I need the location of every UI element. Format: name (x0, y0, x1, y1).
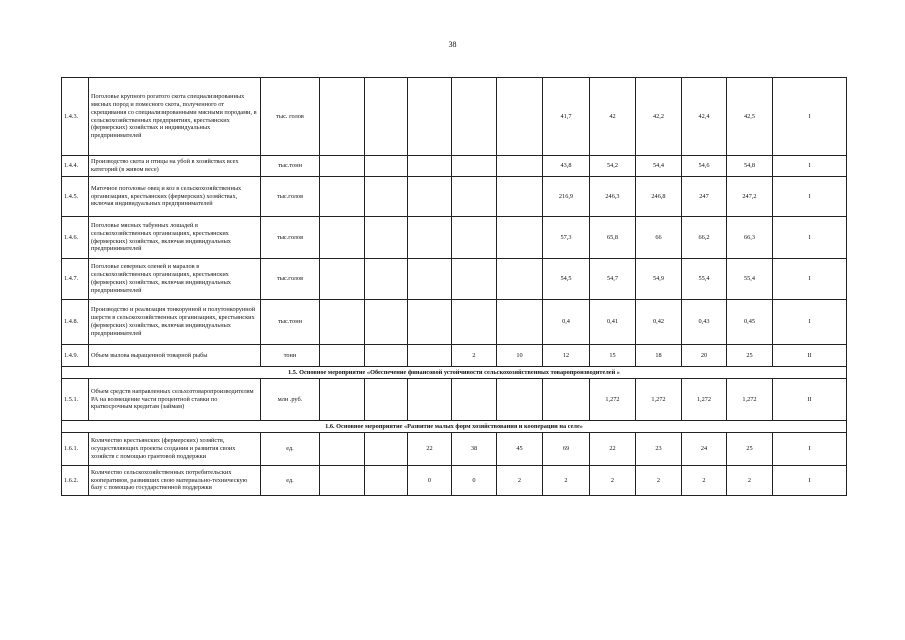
year-value-cell: 38 (452, 433, 497, 466)
stage-cell: I (773, 156, 847, 177)
year-value-cell: 54,7 (590, 259, 636, 300)
year-value-cell: 0,41 (590, 300, 636, 345)
year-value-cell: 0,42 (636, 300, 682, 345)
year-value-cell (408, 259, 452, 300)
year-value-cell (452, 300, 497, 345)
unit-of-measure: ед. (261, 433, 320, 466)
year-value-cell (452, 156, 497, 177)
year-value-cell: 25 (727, 433, 773, 466)
year-value-cell: 0 (452, 466, 497, 496)
unit-of-measure: тыс.голов (261, 177, 320, 217)
year-value-cell: 42 (590, 78, 636, 156)
stage-cell: I (773, 466, 847, 496)
unit-of-measure: тыс. голов (261, 78, 320, 156)
year-value-cell: 66,3 (727, 217, 773, 259)
indicator-name: Поголовье крупного рогатого скота специализированных мясных пород и помесного скота, полученного от скрещивания со специализированными мясными породами, в сельскохозяйственных предприятиях, крестьянских (фермерских) хозяйствах и индивидуальных предпринимателей (89, 78, 261, 156)
year-value-cell: 66 (636, 217, 682, 259)
year-value-cell: 18 (636, 345, 682, 367)
page-number: 38 (448, 40, 457, 49)
year-value-cell (408, 156, 452, 177)
year-value-cell: 57,3 (543, 217, 590, 259)
year-value-cell: 10 (497, 345, 543, 367)
year-value-cell: 20 (682, 345, 727, 367)
year-value-cell: 41,7 (543, 78, 590, 156)
year-value-cell: 66,2 (682, 217, 727, 259)
year-value-cell: 2 (590, 466, 636, 496)
row-number: 1.6.2. (62, 466, 89, 496)
year-value-cell: 1,272 (590, 379, 636, 421)
year-value-cell: 42,5 (727, 78, 773, 156)
row-number: 1.4.9. (62, 345, 89, 367)
stage-cell: II (773, 379, 847, 421)
row-number: 1.5.1. (62, 379, 89, 421)
year-value-cell (497, 177, 543, 217)
year-value-cell (408, 345, 452, 367)
stage-cell: I (773, 217, 847, 259)
table-row (62, 177, 847, 217)
year-value-cell: 2 (497, 466, 543, 496)
year-value-cell: 22 (590, 433, 636, 466)
year-value-cell: 24 (682, 433, 727, 466)
unit-of-measure: тонн (261, 345, 320, 367)
year-value-cell (497, 217, 543, 259)
stage-cell: I (773, 259, 847, 300)
indicators-table (61, 77, 847, 496)
unit-of-measure: тыс.тонн (261, 156, 320, 177)
row-number: 1.4.7. (62, 259, 89, 300)
unit-of-measure: тыс.тонн (261, 300, 320, 345)
table-row (62, 300, 847, 345)
section-header-row (62, 367, 847, 379)
table-row (62, 379, 847, 421)
year-value-cell (497, 259, 543, 300)
year-value-cell (365, 300, 408, 345)
year-value-cell (497, 78, 543, 156)
year-value-cell: 2 (682, 466, 727, 496)
table-row (62, 433, 847, 466)
year-value-cell: 216,9 (543, 177, 590, 217)
year-value-cell: 54,9 (636, 259, 682, 300)
year-value-cell (320, 156, 365, 177)
table-row (62, 217, 847, 259)
year-value-cell: 0,4 (543, 300, 590, 345)
year-value-cell: 2 (452, 345, 497, 367)
year-value-cell: 2 (636, 466, 682, 496)
year-value-cell: 54,6 (682, 156, 727, 177)
year-value-cell: 54,5 (543, 259, 590, 300)
year-value-cell (452, 217, 497, 259)
year-value-cell (365, 466, 408, 496)
stage-cell: II (773, 345, 847, 367)
year-value-cell: 25 (727, 345, 773, 367)
year-value-cell: 246,8 (636, 177, 682, 217)
year-value-cell: 22 (408, 433, 452, 466)
year-value-cell (543, 379, 590, 421)
year-value-cell (320, 379, 365, 421)
year-value-cell: 0,43 (682, 300, 727, 345)
year-value-cell: 42,4 (682, 78, 727, 156)
year-value-cell (320, 433, 365, 466)
year-value-cell: 54,4 (636, 156, 682, 177)
year-value-cell (497, 156, 543, 177)
year-value-cell (320, 466, 365, 496)
year-value-cell (408, 78, 452, 156)
indicator-name: Производство скота и птицы на убой в хозяйствах всех категорий (в живом весе) (89, 156, 261, 177)
year-value-cell: 69 (543, 433, 590, 466)
section-title: 1.5. Основное мероприятие «Обеспечение финансовой устойчивости сельскохозяйственных товаропроизводителей » (62, 367, 847, 379)
table-row (62, 345, 847, 367)
year-value-cell (452, 78, 497, 156)
section-header-row (62, 421, 847, 433)
year-value-cell: 0,45 (727, 300, 773, 345)
section-title: 1.6. Основное мероприятие «Развитие малых форм хозяйствования и кооперации на селе» (62, 421, 847, 433)
year-value-cell: 65,8 (590, 217, 636, 259)
row-number: 1.4.6. (62, 217, 89, 259)
row-number: 1.4.5. (62, 177, 89, 217)
indicator-name: Маточное поголовье овец и коз в сельскохозяйственных организациях, крестьянских (фермерских) хозяйствах, включая индивидуальных предпринимателей (89, 177, 261, 217)
year-value-cell (365, 217, 408, 259)
year-value-cell (408, 177, 452, 217)
indicator-name: Объем средств направленных сельхозтоваропроизводителям РА на возмещение части процентной ставки по краткосрочным кредитам (займам) (89, 379, 261, 421)
year-value-cell: 246,3 (590, 177, 636, 217)
year-value-cell: 12 (543, 345, 590, 367)
year-value-cell: 43,8 (543, 156, 590, 177)
year-value-cell (452, 177, 497, 217)
year-value-cell (320, 78, 365, 156)
table-row (62, 259, 847, 300)
year-value-cell: 55,4 (727, 259, 773, 300)
year-value-cell (365, 433, 408, 466)
row-number: 1.4.3. (62, 78, 89, 156)
unit-of-measure: млн .руб. (261, 379, 320, 421)
indicator-name: Объем вылова выращенной товарной рыбы (89, 345, 261, 367)
year-value-cell: 1,272 (636, 379, 682, 421)
year-value-cell: 247 (682, 177, 727, 217)
year-value-cell (452, 259, 497, 300)
year-value-cell (408, 379, 452, 421)
year-value-cell (320, 217, 365, 259)
table-row (62, 466, 847, 496)
year-value-cell: 55,4 (682, 259, 727, 300)
year-value-cell: 1,272 (682, 379, 727, 421)
year-value-cell: 0 (408, 466, 452, 496)
stage-cell: I (773, 78, 847, 156)
year-value-cell (365, 259, 408, 300)
row-number: 1.4.8. (62, 300, 89, 345)
year-value-cell: 54,2 (590, 156, 636, 177)
year-value-cell: 42,2 (636, 78, 682, 156)
year-value-cell (365, 156, 408, 177)
year-value-cell: 45 (497, 433, 543, 466)
indicator-name: Количество крестьянских (фермерских) хозяйств, осуществляющих проекты создания и развития своих хозяйств с помощью грантовой поддержки (89, 433, 261, 466)
year-value-cell: 247,2 (727, 177, 773, 217)
year-value-cell (320, 345, 365, 367)
year-value-cell: 23 (636, 433, 682, 466)
unit-of-measure: ед. (261, 466, 320, 496)
indicator-name: Поголовье северных оленей и маралов в сельскохозяйственных организациях, крестьянских (фермерских) хозяйствах, включая индивидуальных предпринимателей (89, 259, 261, 300)
year-value-cell (452, 379, 497, 421)
year-value-cell (320, 300, 365, 345)
table-row (62, 156, 847, 177)
year-value-cell: 2 (727, 466, 773, 496)
unit-of-measure: тыс.голов (261, 217, 320, 259)
indicator-name: Количество сельскохозяйственных потребительских кооперативов, развивших свою материально-техническую базу с помощью государственной поддержки (89, 466, 261, 496)
year-value-cell (365, 177, 408, 217)
year-value-cell (497, 379, 543, 421)
year-value-cell (365, 379, 408, 421)
year-value-cell (320, 177, 365, 217)
row-number: 1.6.1. (62, 433, 89, 466)
indicator-name: Поголовье мясных табунных лошадей в сельскохозяйственных организациях, крестьянских (фермерских) хозяйствах, включая индивидуальных предпринимателей (89, 217, 261, 259)
stage-cell: I (773, 300, 847, 345)
year-value-cell (408, 217, 452, 259)
row-number: 1.4.4. (62, 156, 89, 177)
year-value-cell (408, 300, 452, 345)
year-value-cell (497, 300, 543, 345)
table-row (62, 78, 847, 156)
year-value-cell: 2 (543, 466, 590, 496)
unit-of-measure: тыс.голов (261, 259, 320, 300)
year-value-cell (365, 345, 408, 367)
year-value-cell: 15 (590, 345, 636, 367)
year-value-cell: 54,8 (727, 156, 773, 177)
year-value-cell (365, 78, 408, 156)
indicator-name: Производство и реализация тонкорунной и полутонкорунной шерсти в сельскохозяйственных организациях, крестьянских (фермерских) хозяйствах, включая индивидуальных предпринимателей (89, 300, 261, 345)
year-value-cell: 1,272 (727, 379, 773, 421)
stage-cell: I (773, 433, 847, 466)
year-value-cell (320, 259, 365, 300)
stage-cell: I (773, 177, 847, 217)
